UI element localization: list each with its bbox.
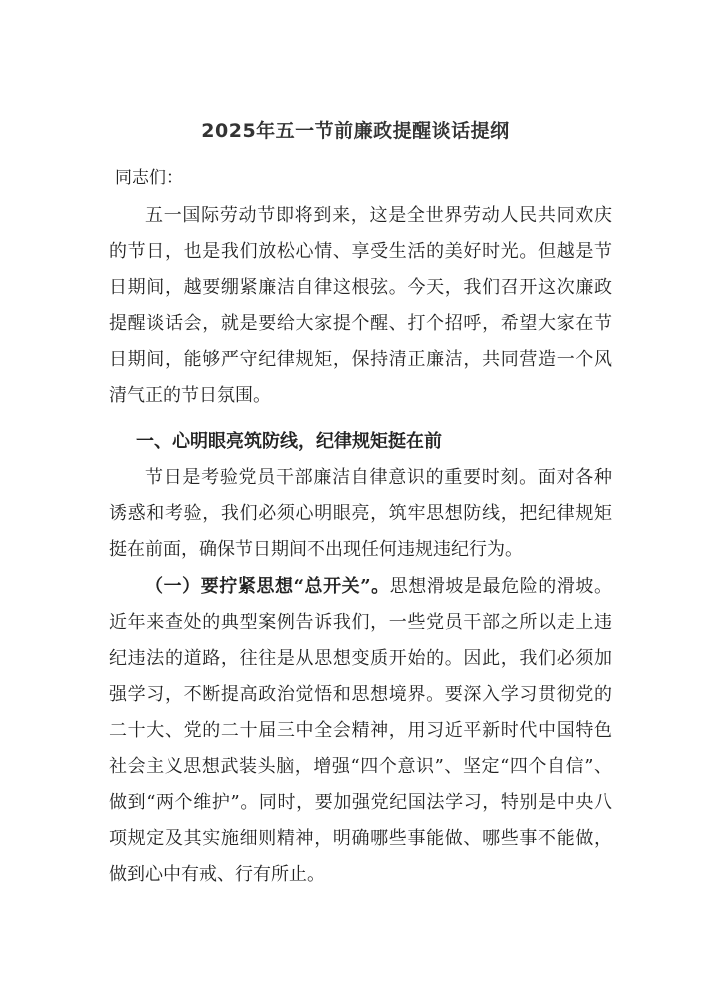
paragraph-intro: 五一国际劳动节即将到来，这是全世界劳动人民共同欢庆的节日，也是我们放松心情、享受生活的美好时光。但越是节日期间，越要绷紧廉洁自律这根弦。今天，我们召开这次廉政提醒谈话会，就是要给大家提个醒、打个招呼，希望大家在节日期间，能够严守纪律规矩，保持清正廉洁，共同营造一个风清气正的节日氛围。 (109, 205, 612, 406)
sub-heading-1: （一）要拧紧思想“总开关”。 (145, 576, 390, 597)
paragraph-sub1 (109, 569, 612, 893)
document-title: 2025年五一节前廉政提醒谈话提纲 (201, 120, 510, 142)
salutation: 同志们： (115, 168, 183, 188)
paragraph-section1-intro: 节日是考验党员干部廉洁自律意识的重要时刻。面对各种诱惑和考验，我们必须心明眼亮，筑牢思想防线，把纪律规矩挺在前面，确保节日期间不出现任何违规违纪行为。 (109, 467, 612, 560)
section-heading-1: 一、心明眼亮筑防线，纪律规矩挺在前 (136, 431, 442, 452)
sub1-text: 思想滑坡是最危险的滑坡。近年来查处的典型案例告诉我们，一些党员干部之所以走上违纪违法的道路，往往是从思想变质开始的。因此，我们必须加强学习，不断提高政治觉悟和思想境界。要深入学习贯彻党的二十大、党的二十届三中全会精神，用习近平新时代中国特色社会主义思想武装头脑，增强“四个意识”、坚定“四个自信”、做到“两个维护”。同时，要加强党纪国法学习，特别是中央八项规定及其实施细则精神，明确哪些事能做、哪些事不能做，做到心中有戒、行有所止。 (109, 576, 613, 885)
